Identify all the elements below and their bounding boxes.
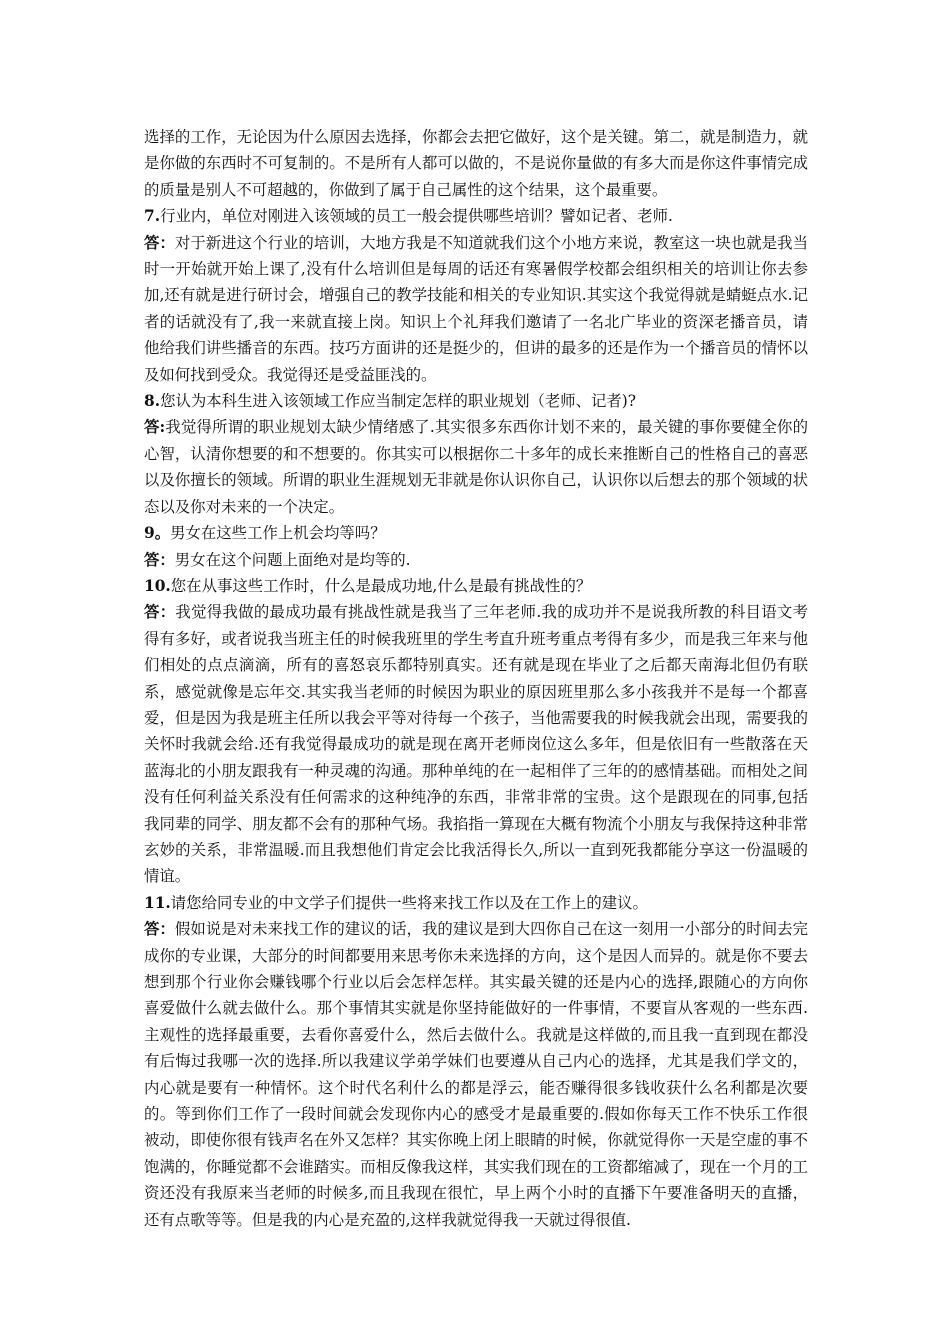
answer-label: 答： [144,603,176,622]
qa-block-8 [144,388,808,520]
answer-10 [144,599,808,889]
answer-text: 男女在这个问题上面绝对是均等的. [174,550,411,569]
answer-11 [144,916,808,1233]
question-11 [144,890,808,916]
answer-text: 对于新进这个行业的培训，大地方我是不知道就我们这个小地方来说，教室这一块也就是我当时一开始就开始上课了,没有什么培训但是每周的话还有寒暑假学校都会组织相关的培训让你去参加,还有就是进行研讨会，增强自己的教学技能和相关的专业知识.其实这个我觉得就是蜻蜓点水.记者的话就没有了,我一来就直接上岗。知识上个礼拜我们邀请了一名北广毕业的资深老播音员，请他给我们讲些播音的东西。技巧方面讲的还是挺少的，但讲的最多的还是作为一个播音员的情怀以及如何找到受众。我觉得还是受益匪浅的。 [144,233,808,384]
qa-block-9 [144,520,808,573]
question-text: 您认为本科生进入该领域工作应当制定怎样的职业规划（老师、记者)? [160,392,637,411]
answer-text: 我觉得所谓的职业规划太缺少情绪感了.其实很多东西你计划不来的，最关键的事你要健全你的心智，认清你想要的和不想要的。你其实可以根据你二十多年的成长来推断自己的性格自己的喜恶以及你擅长的领域。所谓的职业生涯规划无非就是你认识你自己，认识你以后想去的那个领域的状态以及你对未来的一个决定。 [144,418,808,516]
intro-paragraph: 选择的工作，无论因为什么原因去选择，你都会去把它做好，这个是关键。第二，就是制造力，就是你做的东西时不可复制的。不是所有人都可以做的，不是说你量做的有多大而是你这件事情完成的质量是别人不可超越的，你做到了属于自己属性的这个结果，这个最重要。 [144,128,808,199]
qa-block-7 [144,203,808,388]
answer-text: 假如说是对未来找工作的建议的话，我的建议是到大四你自己在这一刻用一小部分的时间去完成你的专业课，大部分的时间都要用来思考你未来选择的方向，这个是因人而异的。就是你不要去想到那个行业你会赚钱哪个行业以后会怎样怎样。其实最关键的还是内心的选择,跟随心的方向你喜爱做什么就去做什么。那个事情其实就是你坚持能做好的一件事情，不要盲从客观的一些东西.主观性的选择最重要，去看你喜爱什么，然后去做什么。我就是这样做的,而且我一直到现在都没有后悔过我哪一次的选择.所以我建议学弟学妹们也要遵从自己内心的选择，尤其是我们学文的，内心就是要有一种情怀。这个时代名利什么的都是浮云，能否赚得很多钱收获什么名利都是次要的。等到你们工作了一段时间就会发现你内心的感受才是最重要的.假如你每天工作不快乐工作很被动，即使你很有钱声名在外又怎样？其实你晚上闭上眼睛的时候，你就觉得你一天是空虚的事不饱满的，你睡觉都不会谁踏实。而相反像我这样，其实我们现在的工资都缩减了，现在一个月的工资还没有我原来当老师的时候多,而且我现在很忙，早上两个小时的直播下午要准备明天的直播，还有点歌等等。但是我的内心是充盈的,这样我就觉得我一天就过得很值. [144,920,808,1229]
answer-7 [144,230,808,388]
answer-label: 答： [144,920,175,939]
question-number: 7. [144,207,161,226]
question-number: 11. [144,893,171,912]
answer-text: 我觉得我做的最成功最有挑战性就是我当了三年老师.我的成功并不是说我所教的科目语文考得有多好，或者说我当班主任的时候我班里的学生考直升班考重点考得有多少，而是我三年来与他们相处的点点滴滴，所有的喜怒哀乐都特别真实。还有就是现在毕业了之后都天南海北但仍有联系，感觉就像是忘年交.其实我当老师的时候因为职业的原因班里那么多小孩我并不是每一个都喜爱，但是因为我是班主任所以我会平等对待每一个孩子，当他需要我的时候我就会出现，需要我的关怀时我就会给.还有我觉得最成功的就是现在离开老师岗位这么多年，但是依旧有一些散落在天蓝海北的小朋友跟我有一种灵魂的沟通。那种单纯的在一起相伴了三年的的感情基础。而相处之间没有任何利益关系没有任何需求的这种纯净的东西，非常非常的宝贵。这个是跟现在的同事,包括我同辈的同学、朋友都不会有的那种气场。我掐指一算现在大概有物流个小朋友与我保持这种非常玄妙的关系，非常温暖.而且我想他们肯定会比我活得长久,所以一直到死我都能分享这一份温暖的情谊。 [144,603,808,886]
question-8 [144,388,808,414]
answer-8 [144,414,808,520]
question-text: 行业内，单位对刚进入该领域的员工一般会提供哪些培训？譬如记者、老师. [160,207,673,226]
question-text: 您在从事这些工作时，什么是最成功地,什么是最有挑战性的？ [170,576,592,595]
document-page [144,124,808,1233]
question-number: 9。 [144,524,171,543]
answer-label: 答: [144,418,166,437]
question-10 [144,573,808,599]
qa-block-11 [144,890,808,1233]
qa-block-10 [144,573,808,890]
question-text: 男女在这些工作上机会均等吗？ [170,524,386,543]
question-7 [144,203,808,229]
answer-label: 答： [144,233,175,252]
answer-9 [144,547,808,573]
question-number: 10. [144,576,171,595]
answer-label: 答： [144,550,175,569]
question-text: 请您给同专业的中文学子们提供一些将来找工作以及在工作上的建议。 [170,893,648,912]
question-9 [144,520,808,546]
question-number: 8. [144,392,161,411]
